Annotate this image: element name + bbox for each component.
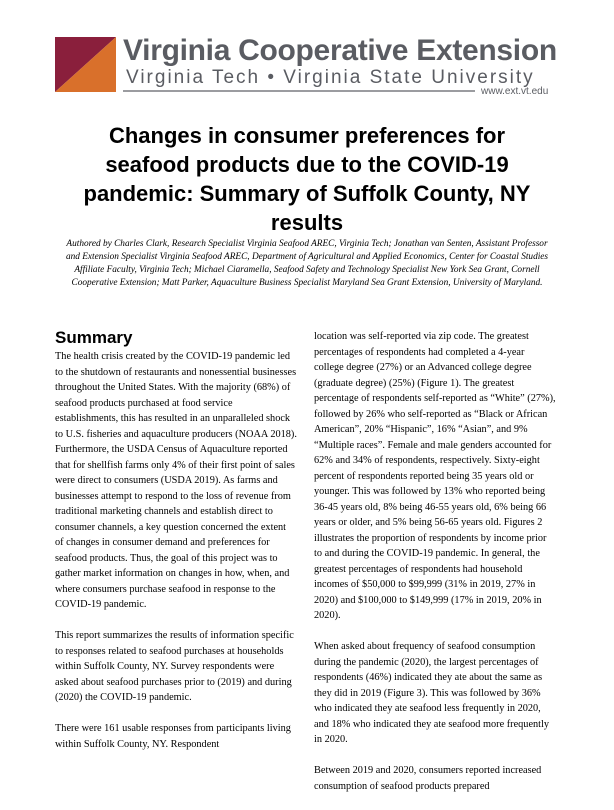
section-heading-summary: Summary — [55, 328, 133, 347]
right-column — [314, 329, 556, 810]
author-credits: Authored by Charles Clark, Research Specialist Virginia Seafood AREC, Virginia Tech; Jonathan van Senten, Assistant Professor and Extension Specialist Virginia Seafood AREC, Department of Agricultural and Applied Economics, Center for Coastal Studies Affiliate Faculty, Virginia Tech; Michael Ciaramella, Seafood Safety and Technology Specialist New York Sea Grant, Cornell Cooperative Extension; Matt Parker, Aquaculture Business Specialist Maryland Sea Grant Extension, University of Maryland. — [65, 239, 549, 288]
header — [55, 34, 559, 98]
vce-logo-icon — [55, 37, 116, 92]
document-title: Changes in consumer preferences for seafood products due to the COVID-19 pandemic: Summary of Suffolk County, NY results — [83, 123, 531, 235]
header-divider — [123, 90, 475, 92]
paragraph: location was self-reported via zip code. The greatest percentages of respondents had completed a 4-year college degree (27%) or an Advanced college degree (graduate degree) (25%) (Figure 1). The greatest percentage of respondents self-reported as “White” (27%), followed by 26% who self-reported as “Black or African American”, 20% “Hispanic”, 16% “Asian”, and 9% “Multiple races”. Female and male genders accounted for 62% and 34% of respondents, respectively. Sixty-eight percent of respondents reported being 35 years old or younger. This was followed by 13% who reported being 36-45 years old, 8% being 46-55 years old, 6% being 66 years or older, and 5% being 56-65 years old. Figures 2 illustrates the proportion of respondents by income prior to and during the COVID-19 pandemic. In general, the greatest percentages of respondents had household incomes of $50,000 to $99,999 (31% in 2019, 27% in 2020) and $100,000 to $149,999 (17% in 2019, 20% in 2020). — [314, 331, 556, 621]
org-name: Virginia Cooperative Extension — [123, 34, 557, 67]
header-url-link[interactable]: www.ext.vt.edu — [481, 86, 549, 97]
paragraph: This report summarizes the results of information specific to responses related to seafood purchases at households within Suffolk County, NY. Survey respondents were asked about seafood purchases prior to (2019) and during (2020) the COVID-19 pandemic. — [55, 630, 294, 703]
paragraph: There were 161 usable responses from participants living within Suffolk County, NY. Respondent — [55, 723, 291, 750]
left-column — [55, 328, 297, 768]
paragraph: Between 2019 and 2020, consumers reported increased consumption of seafood products prepared — [314, 765, 542, 792]
paragraph: The health crisis created by the COVID-19 pandemic led to the shutdown of restaurants and nonessential businesses throughout the United States. With the majority (68%) of seafood products purchased at food service establishments, this has resulted in an unparalleled shock to U.S. fisheries and aquaculture producers (NOAA 2018). Furthermore, the USDA Census of Aquaculture reported that for shellfish farms only 4% of their first point of sales were direct to consumers (USDA 2019). As farms and businesses attempt to respond to the loss of revenue from traditional marketing channels and establish direct to consumer channels, a key question concerned the extent of changes in consumer demand and preferences for seafood products. Thus, the goal of this project was to gather market information on changes in how, when, and where consumers purchase seafood in response to the COVID-19 pandemic. — [55, 351, 297, 610]
paragraph: When asked about frequency of seafood consumption during the pandemic (2020), the largest percentages of respondents (46%) indicated they ate about the same as they did in 2019 (Figure 3). This was followed by 36% who indicated they ate seafood less frequently in 2020, and 18% who indicated they ate seafood more frequently in 2020. — [314, 641, 550, 745]
org-subtitle: Virginia Tech • Virginia State University — [126, 67, 535, 88]
